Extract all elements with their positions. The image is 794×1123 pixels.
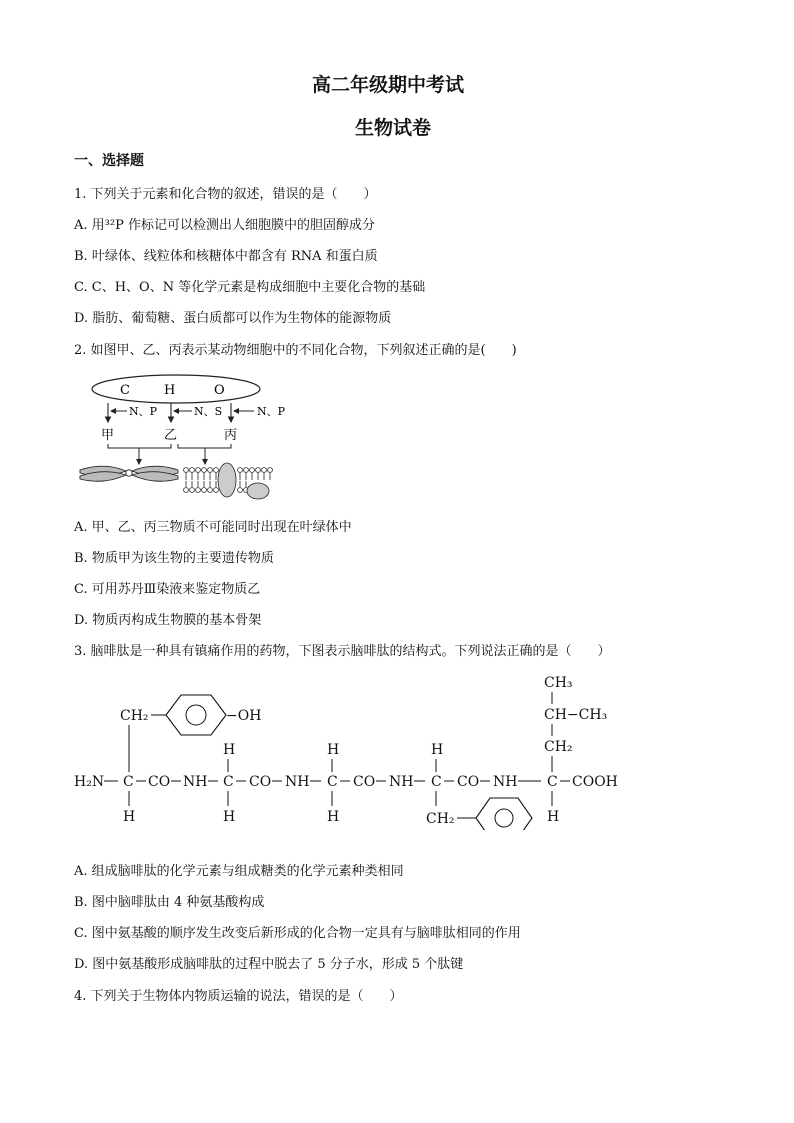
element-h: H <box>164 383 176 398</box>
question-3-option-b: B. 图中脑啡肽由 4 种氨基酸构成 <box>74 895 265 910</box>
nh-4: NH <box>493 774 518 790</box>
elements-ellipse <box>92 375 260 403</box>
carboxyl-group: COOH <box>572 774 618 790</box>
oh-group: −OH <box>226 708 262 724</box>
h-top-4: H <box>431 742 444 758</box>
h-bottom-3: H <box>327 809 340 825</box>
question-3-option-c: C. 图中氨基酸的顺序发生改变后新形成的化合物一定具有与脑啡肽相同的作用 <box>74 926 521 941</box>
carbon-4: C <box>431 774 442 790</box>
co-3: CO <box>353 774 376 790</box>
h-top-2: H <box>223 742 236 758</box>
compound-diagram <box>74 370 314 500</box>
addition-ns: N、S <box>194 405 223 418</box>
question-1-option-a: A. 用³²P 作标记可以检测出人细胞膜中的胆固醇成分 <box>74 218 375 233</box>
question-1-option-c: C. C、H、O、N 等化学元素是构成细胞中主要化合物的基础 <box>74 280 426 295</box>
benzene-ring-top <box>166 695 226 735</box>
element-c: C <box>120 383 130 398</box>
question-2-option-d: D. 物质丙构成生物膜的基本骨架 <box>74 613 262 628</box>
amino-group: H₂N <box>74 774 105 790</box>
co-2: CO <box>249 774 272 790</box>
question-1-stem: 1. 下列关于元素和化合物的叙述，错误的是（ ） <box>74 187 377 202</box>
question-3-option-a: A. 组成脑啡肽的化学元素与组成糖类的化学元素种类相同 <box>74 864 404 879</box>
nh-3: NH <box>389 774 414 790</box>
addition-np-2: N、P <box>257 405 286 418</box>
question-3-stem: 3. 脑啡肽是一种具有镇痛作用的药物，下图表示脑啡肽的结构式。下列说法正确的是（ ） <box>74 644 611 659</box>
question-2-option-b: B. 物质甲为该生物的主要遗传物质 <box>74 551 274 566</box>
carbon-2: C <box>223 774 234 790</box>
question-1-option-d: D. 脂肪、葡萄糖、蛋白质都可以作为生物体的能源物质 <box>74 311 392 326</box>
co-4: CO <box>457 774 480 790</box>
carbon-1: C <box>123 774 134 790</box>
exam-title: 高二年级期中考试 <box>312 74 465 96</box>
addition-np-1: N、P <box>129 405 158 418</box>
chromosome-shape <box>80 466 178 481</box>
ch2-bottom: CH₂ <box>426 811 455 827</box>
question-2-option-a: A. 甲、乙、丙三物质不可能同时出现在叶绿体中 <box>74 520 352 535</box>
label-bing: 丙 <box>224 428 238 443</box>
label-jia: 甲 <box>101 428 115 443</box>
ch3-top: CH₃ <box>544 675 573 691</box>
question-4-stem: 4. 下列关于生物体内物质运输的说法，错误的是（ ） <box>74 989 403 1004</box>
question-1-option-b: B. 叶绿体、线粒体和核糖体中都含有 RNA 和蛋白质 <box>74 249 378 264</box>
question-3-option-d: D. 图中氨基酸形成脑啡肽的过程中脱去了 5 分子水，形成 5 个肽键 <box>74 957 464 972</box>
exam-subtitle: 生物试卷 <box>355 117 432 139</box>
h-bottom-1: H <box>123 809 136 825</box>
h-top-3: H <box>327 742 340 758</box>
carbon-5: C <box>547 774 558 790</box>
element-o: O <box>214 383 225 398</box>
question-2-option-c: C. 可用苏丹Ⅲ染液来鉴定物质乙 <box>74 582 261 597</box>
carbon-3: C <box>327 774 338 790</box>
benzene-ring-bottom <box>476 798 532 830</box>
nh-1: NH <box>183 774 208 790</box>
nh-2: NH <box>285 774 310 790</box>
membrane-shape <box>184 463 273 499</box>
h-bottom-2: H <box>223 809 236 825</box>
ch-ch3: CH−CH₃ <box>544 707 608 723</box>
ch2-left: CH₂ <box>120 708 149 724</box>
question-2-stem: 2. 如图甲、乙、丙表示某动物细胞中的不同化合物，下列叙述正确的是( ) <box>74 343 517 358</box>
co-1: CO <box>148 774 171 790</box>
ch2-right-top: CH₂ <box>544 739 573 755</box>
section-heading: 一、选择题 <box>74 153 144 169</box>
enkephalin-structure <box>74 668 634 830</box>
label-yi: 乙 <box>164 428 178 443</box>
h-bottom-5: H <box>547 809 560 825</box>
